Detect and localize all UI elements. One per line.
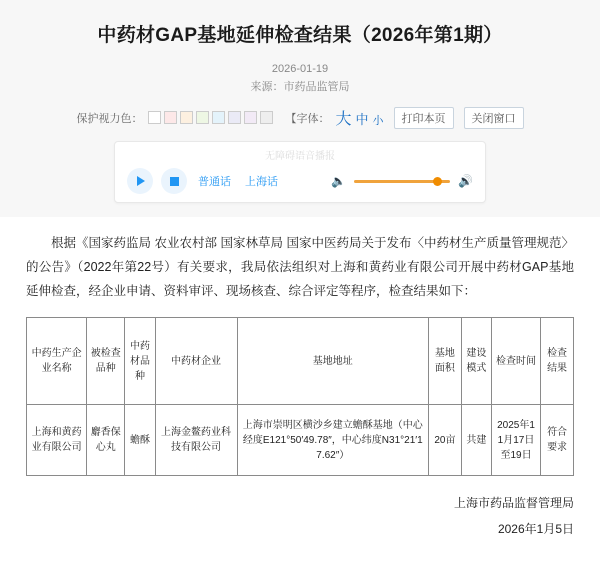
font-size-medium[interactable]: 中 xyxy=(355,112,369,127)
color-swatch-1[interactable] xyxy=(148,111,161,124)
audio-player xyxy=(114,141,486,203)
page-title: 中药材GAP基地延伸检查结果（2026年第1期） xyxy=(97,25,503,46)
volume-knob[interactable] xyxy=(433,177,442,186)
cell-product: 麝香保心丸 xyxy=(87,405,125,476)
player-controls xyxy=(125,166,475,194)
play-icon[interactable] xyxy=(127,168,153,194)
close-window-button[interactable]: 关闭窗口 xyxy=(464,107,524,129)
col-header-herb-company: 中药材企业 xyxy=(155,318,237,405)
print-button[interactable]: 打印本页 xyxy=(394,107,454,129)
font-size-large[interactable]: 大 xyxy=(335,111,352,128)
signature-organization: 上海市药品监督管理局 xyxy=(453,496,574,510)
col-header-base-area: 基地面积 xyxy=(429,318,462,405)
eye-protect-label: 保护视力色： xyxy=(76,112,143,125)
lang-shanghai-option[interactable]: 上海话 xyxy=(245,176,278,188)
color-swatch-5[interactable] xyxy=(212,111,225,124)
font-size-group[interactable] xyxy=(335,106,383,129)
cell-herb: 蟾酥 xyxy=(125,405,155,476)
font-size-label: 【字体： xyxy=(285,112,330,125)
font-size-small[interactable]: 小 xyxy=(372,115,384,127)
cell-inspect-result: 符合要求 xyxy=(541,405,574,476)
color-swatch-4[interactable] xyxy=(196,111,209,124)
cell-base-address: 上海市崇明区横沙乡建立蟾酥基地（中心经度E121°50′49.78″，中心纬度N31°21′17.62″） xyxy=(237,405,428,476)
cell-herb-company: 上海金鳌药业科技有限公司 xyxy=(155,405,237,476)
color-swatch-2[interactable] xyxy=(164,111,177,124)
document-content xyxy=(0,217,600,476)
document-header xyxy=(0,0,600,217)
col-header-base-address: 基地地址 xyxy=(237,318,428,405)
lang-mandarin-option[interactable]: 普通话 xyxy=(198,176,231,188)
signature-date: 2026年1月5日 xyxy=(497,522,574,536)
col-header-herb: 中药材品种 xyxy=(125,318,155,405)
col-header-inspect-result: 检查结果 xyxy=(541,318,574,405)
stop-icon[interactable] xyxy=(161,168,187,194)
color-swatch-7[interactable] xyxy=(244,111,257,124)
col-header-build-mode: 建设模式 xyxy=(461,318,491,405)
cell-base-area: 20亩 xyxy=(429,405,462,476)
col-header-product: 被检查品种 xyxy=(87,318,125,405)
col-header-company: 中药生产企业名称 xyxy=(27,318,87,405)
col-header-inspect-time: 检查时间 xyxy=(491,318,540,405)
body-paragraph: 根据《国家药监局 农业农村部 国家林草局 国家中医药局关于发布〈中药材生产质量管理规范〉的公告》（2022年第22号）有关要求，我局依法组织对上海和黄药业有限公司开展中药材GAP基地延伸检查，经企业申请、资料审评、现场核查、综合评定等程序，检查结果如下： xyxy=(26,236,574,298)
table-header-row xyxy=(27,318,574,405)
cell-company: 上海和黄药业有限公司 xyxy=(27,405,87,476)
color-swatch-6[interactable] xyxy=(228,111,241,124)
volume-low-icon: 🔈 xyxy=(331,174,347,188)
volume-high-icon: 🔊 xyxy=(458,174,473,188)
color-swatch-3[interactable] xyxy=(180,111,193,124)
player-hint: 无障碍语音播报 xyxy=(265,151,335,162)
view-toolbar xyxy=(0,102,600,141)
publish-source: 来源：市药品监管局 xyxy=(250,81,350,93)
cell-inspect-time: 2025年11月17日至19日 xyxy=(491,405,540,476)
inspection-result-table xyxy=(26,317,574,476)
cell-build-mode: 共建 xyxy=(461,405,491,476)
table-row xyxy=(27,405,574,476)
audio-player-wrap xyxy=(0,141,600,217)
color-swatch-group[interactable] xyxy=(148,111,273,124)
volume-slider[interactable] xyxy=(354,180,450,183)
publish-date: 2026-01-19 xyxy=(271,63,329,75)
color-swatch-8[interactable] xyxy=(260,111,273,124)
